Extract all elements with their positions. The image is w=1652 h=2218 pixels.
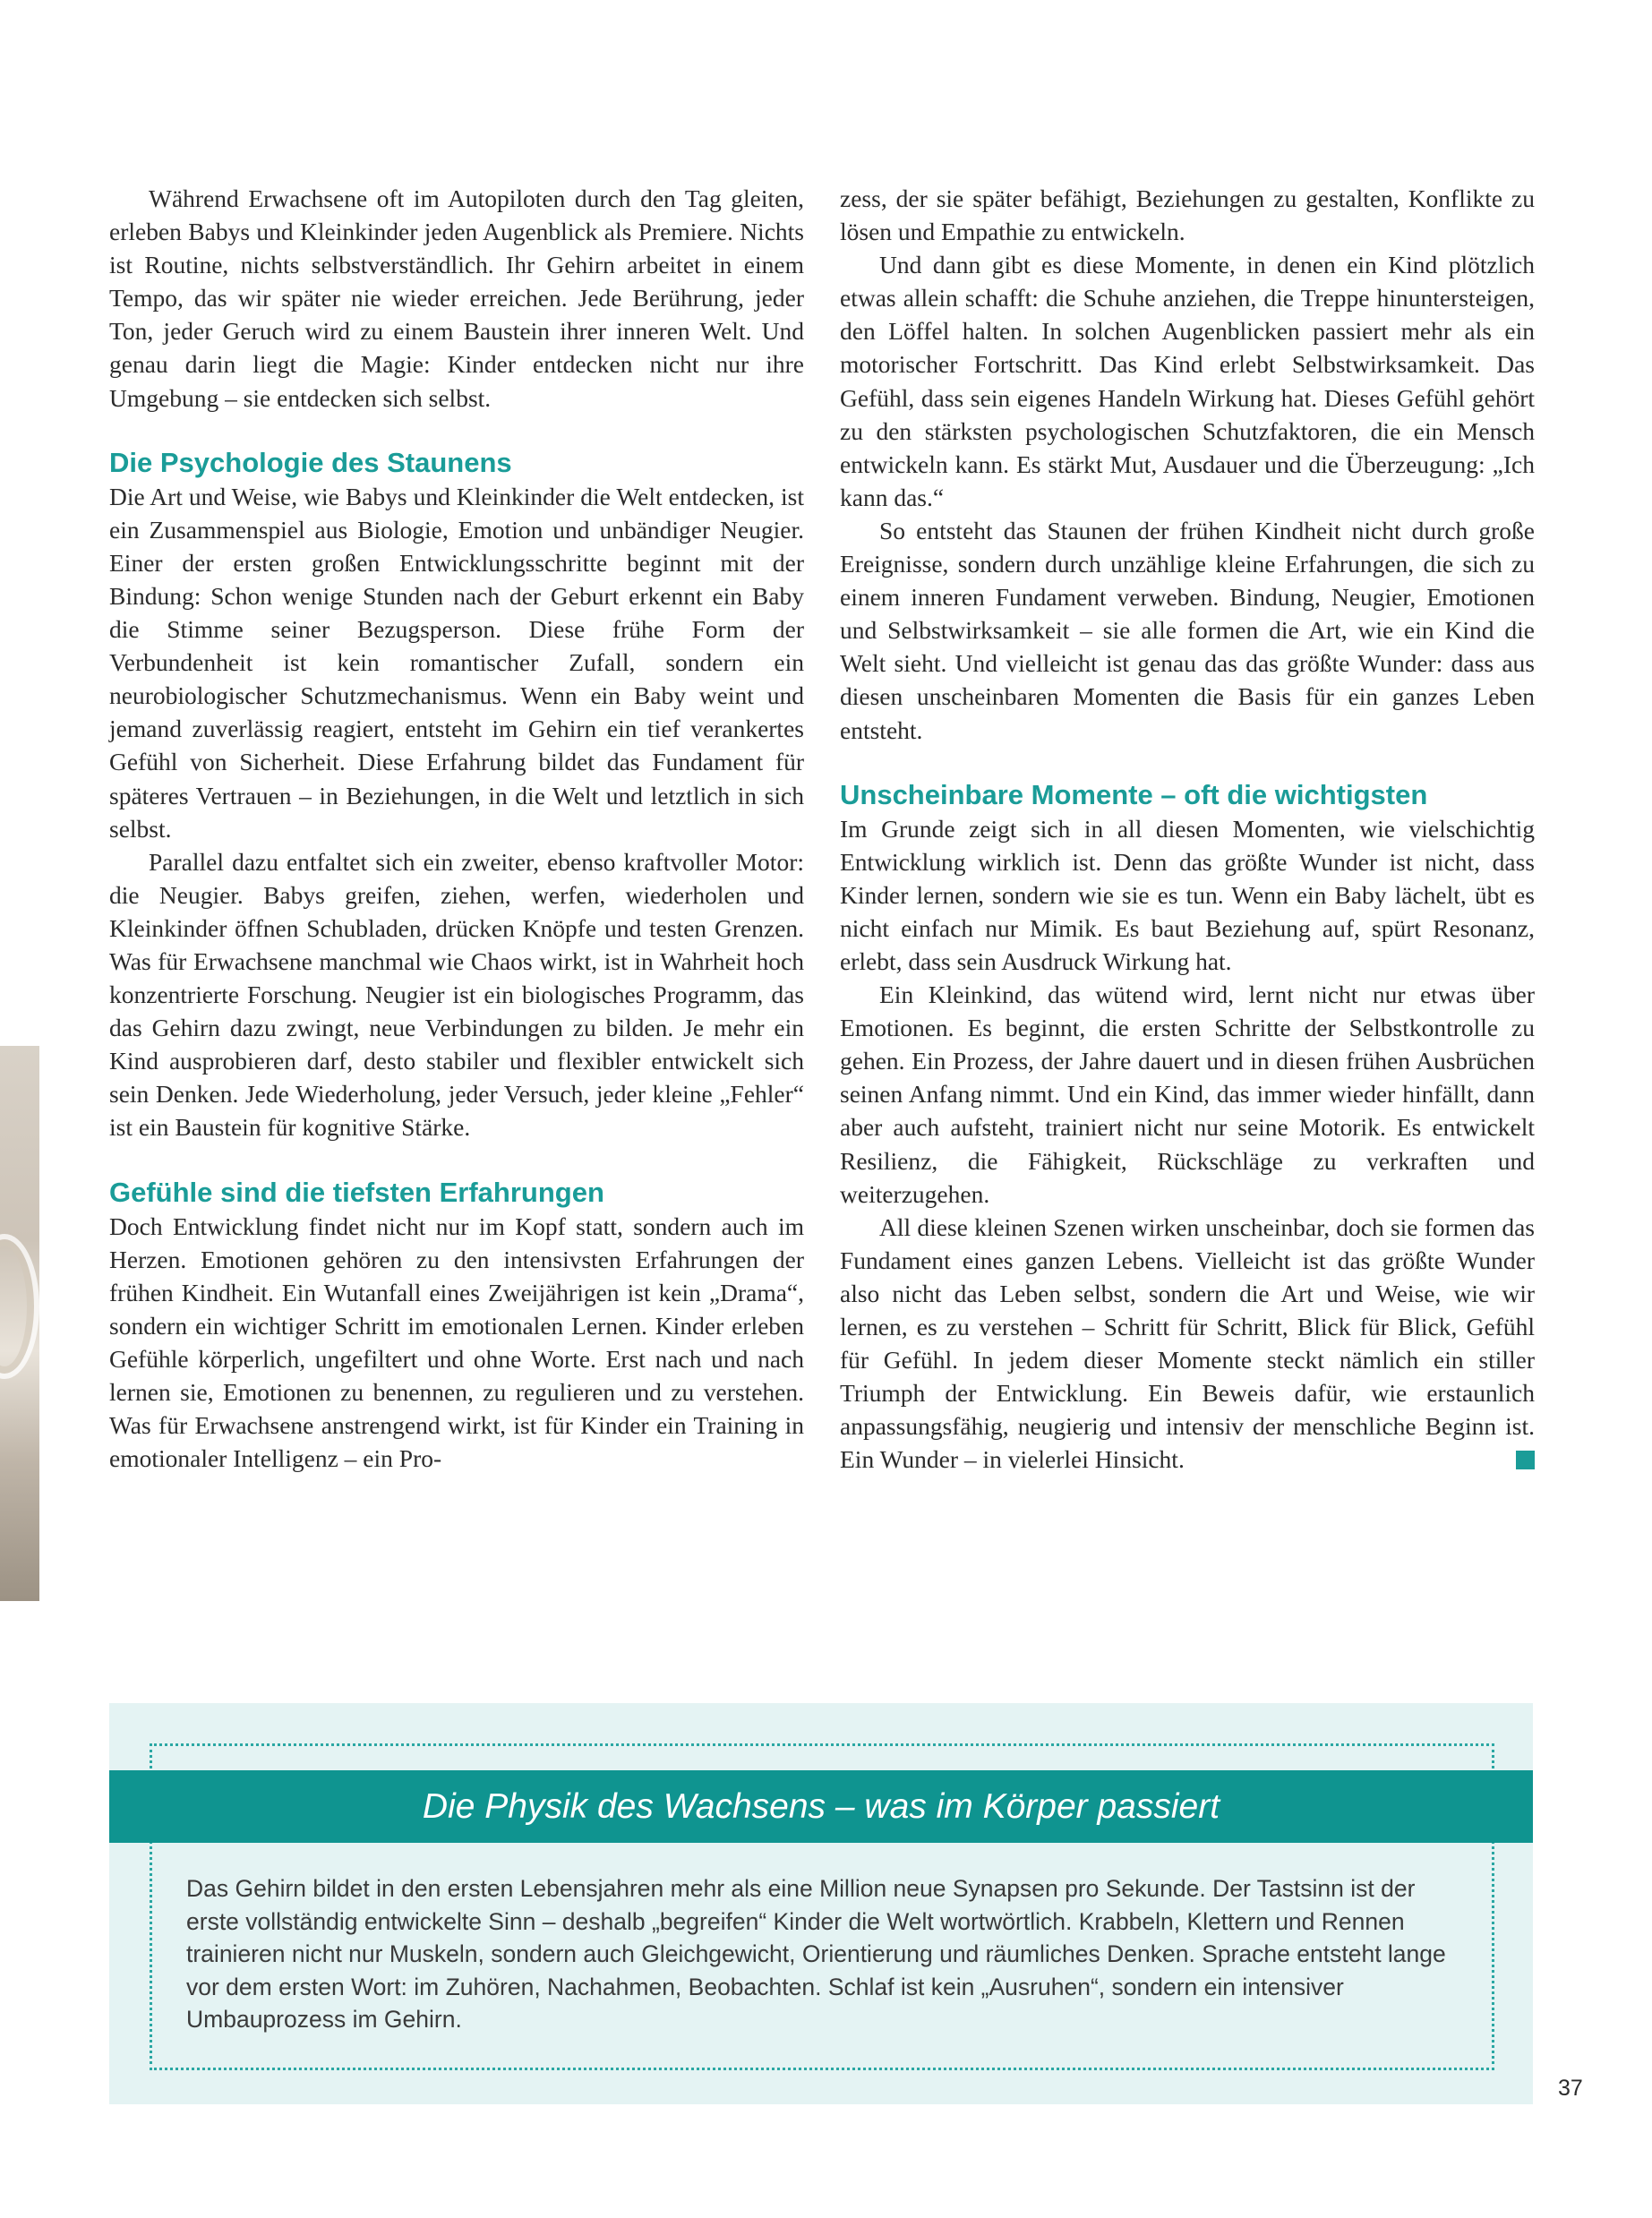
end-square-icon: [1516, 1451, 1535, 1469]
info-box-title: Die Physik des Wachsens – was im Körper passiert: [109, 1770, 1533, 1843]
paragraph: Doch Entwicklung findet nicht nur im Kopf statt, sondern auch im Herzen. Emotionen gehören zu den intensivsten Erfahrungen der frühen Kindheit. Ein Wutanfall eines Zweijährigen ist kein „Drama“, sondern ein wichtiger Schritt im emotionalen Lernen. Kinder erleben Gefühle körperlich, ungefiltert und ohne Worte. Erst nach und nach lernen sie, Emotionen zu benennen, zu regulieren und zu verstehen. Was für Erwachsene anstrengend wirkt, ist für Kinder ein Training in emotionaler Intelligenz – ein Pro-: [109, 1212, 804, 1473]
edge-photo: [0, 1046, 39, 1601]
photo-object: [0, 1234, 39, 1379]
paragraph: So entsteht das Staunen der frühen Kindheit nicht durch große Ereignisse, sondern durch unzählige kleine Erfahrungen, die sich zu einem inneren Fundament verweben. Bindung, Neugier, Emotionen und Selbstwirksamkeit – sie alle formen die Art, wie ein Kind die Welt sieht. Und vielleicht ist genau das das größte Wunder: dass aus diesen unscheinbaren Momenten die Basis für ein ganzes Leben entsteht.: [840, 516, 1535, 744]
left-column: [109, 182, 804, 1475]
info-box-text: Das Gehirn bildet in den ersten Lebensjahren mehr als eine Million neue Synapsen pro Sekunde. Der Tastsinn ist der erste vollständig entwickelte Sinn – deshalb „begreifen“ Kinder die Welt wortwörtlich. Krabbeln, Klettern und Rennen trainieren nicht nur Muskeln, sondern auch Gleichgewicht, Orientierung und räumliches Denken. Sprache entsteht lange vor dem ersten Wort: im Zuhören, Nachahmen, Beobachten. Schlaf ist kein „Ausruhen“, sondern ein intensiver Umbauprozess im Gehirn.: [186, 1875, 1446, 2034]
paragraph: zess, der sie später befähigt, Beziehungen zu gestalten, Konflikte zu lösen und Empathie zu entwickeln.: [840, 184, 1535, 246]
paragraph-text: All diese kleinen Szenen wirken unscheinbar, doch sie formen das Fundament eines ganzen Lebens. Vielleicht ist das größte Wunder also nicht das Leben selbst, sondern die Art und Weise, wie wir lernen, es zu verstehen – Schritt für Schritt, Blick für Blick, Gefühl für Gefühl. In jedem dieser Momente steckt nämlich ein stiller Triumph der Entwicklung. Ein Beweis dafür, wie erstaunlich anpassungsfähig, neugierig und intensiv der menschliche Beginn ist. Ein Wunder – in vielerlei Hinsicht.: [840, 1212, 1535, 1474]
paragraph: [840, 1211, 1535, 1477]
paragraph: Ein Kleinkind, das wütend wird, lernt nicht nur etwas über Emotionen. Es beginnt, die ersten Schritte der Selbstkontrolle zu gehen. Ein Prozess, der Jahre dauert und in diesen frühen Ausbrüchen seinen Anfang nimmt. Und ein Kind, das immer wieder hinfällt, dann aber auch aufsteht, trainiert nicht nur seine Motorik. Es entwickelt Resilienz, die Fähigkeit, Rückschläge zu verkraften und weiterzugehen.: [840, 981, 1535, 1208]
info-box: [109, 1703, 1533, 2104]
page-number: 37: [1558, 2076, 1583, 2101]
paragraph: Und dann gibt es diese Momente, in denen ein Kind plötzlich etwas allein schafft: die Schuhe anziehen, die Treppe hinuntersteigen, den Löffel halten. In solchen Augenblicken passiert mehr als ein motorischer Fortschritt. Das Kind erlebt Selbstwirksamkeit. Das Gefühl, dass sein eigenes Handeln Wirkung hat. Dieses Gefühl gehört zu den stärksten psychologischen Schutzfaktoren, die ein Mensch entwickeln kann. Es stärkt Mut, Ausdauer und die Überzeugung: „Ich kann das.“: [840, 251, 1535, 511]
section-heading: Die Psychologie des Staunens: [109, 446, 512, 478]
paragraph: Während Erwachsene oft im Autopiloten durch den Tag gleiten, erleben Babys und Kleinkinder jeden Augenblick als Premiere. Nichts ist Routine, nichts selbstverständlich. Ihr Gehirn arbeitet in einem Tempo, das wir später nie wieder erreichen. Jede Berührung, jeder Ton, jeder Geruch wird zu einem Baustein ihrer inneren Welt. Und genau darin liegt die Magie: Kinder entdecken nicht nur ihre Umgebung – sie entdecken sich selbst.: [109, 184, 804, 412]
section-heading: Gefühle sind die tiefsten Erfahrungen: [109, 1176, 604, 1208]
paragraph: Die Art und Weise, wie Babys und Kleinkinder die Welt entdecken, ist ein Zusammenspiel aus Biologie, Emotion und unbändiger Neugier. Einer der ersten großen Entwicklungsschritte beginnt mit der Bindung: Schon wenige Stunden nach der Geburt erkennt ein Baby die Stimme seiner Bezugsperson. Diese frühe Form der Verbundenheit ist kein romantischer Zufall, sondern ein neurobiologischer Schutzmechanismus. Wenn ein Baby weint und jemand zuverlässig reagiert, entsteht im Gehirn ein tief verankertes Gefühl von Sicherheit. Diese Erfahrung bildet das Fundament für späteres Vertrauen – in Beziehungen, in die Welt und letztlich in sich selbst.: [109, 482, 804, 843]
right-column: [840, 182, 1535, 1476]
paragraph: Im Grunde zeigt sich in all diesen Momenten, wie vielschichtig Entwicklung wirklich ist. Denn das größte Wunder ist nicht, dass Kinder lernen, sondern wie sie es tun. Wenn ein Baby lächelt, übt es nicht einfach nur Mimik. Es baut Beziehung auf, spürt Resonanz, erlebt, dass sein Ausdruck Wirkung hat.: [840, 814, 1535, 975]
section-heading: Unscheinbare Momente – oft die wichtigsten: [840, 778, 1428, 810]
paragraph: Parallel dazu entfaltet sich ein zweiter, ebenso kraftvoller Motor: die Neugier. Babys greifen, ziehen, werfen, wiederholen und Kleinkinder öffnen Schubladen, drücken Knöpfe und testen Grenzen. Was für Erwachsene manchmal wie Chaos wirkt, ist in Wahrheit hoch konzentrierte Forschung. Neugier ist ein biologisches Programm, das das Gehirn dazu zwingt, neue Verbindungen zu bilden. Je mehr ein Kind ausprobieren darf, desto stabiler und flexibler entwickelt sich sein Denken. Jede Wiederholung, jeder Versuch, jeder kleine „Fehler“ ist ein Baustein für kognitive Stärke.: [109, 847, 804, 1142]
